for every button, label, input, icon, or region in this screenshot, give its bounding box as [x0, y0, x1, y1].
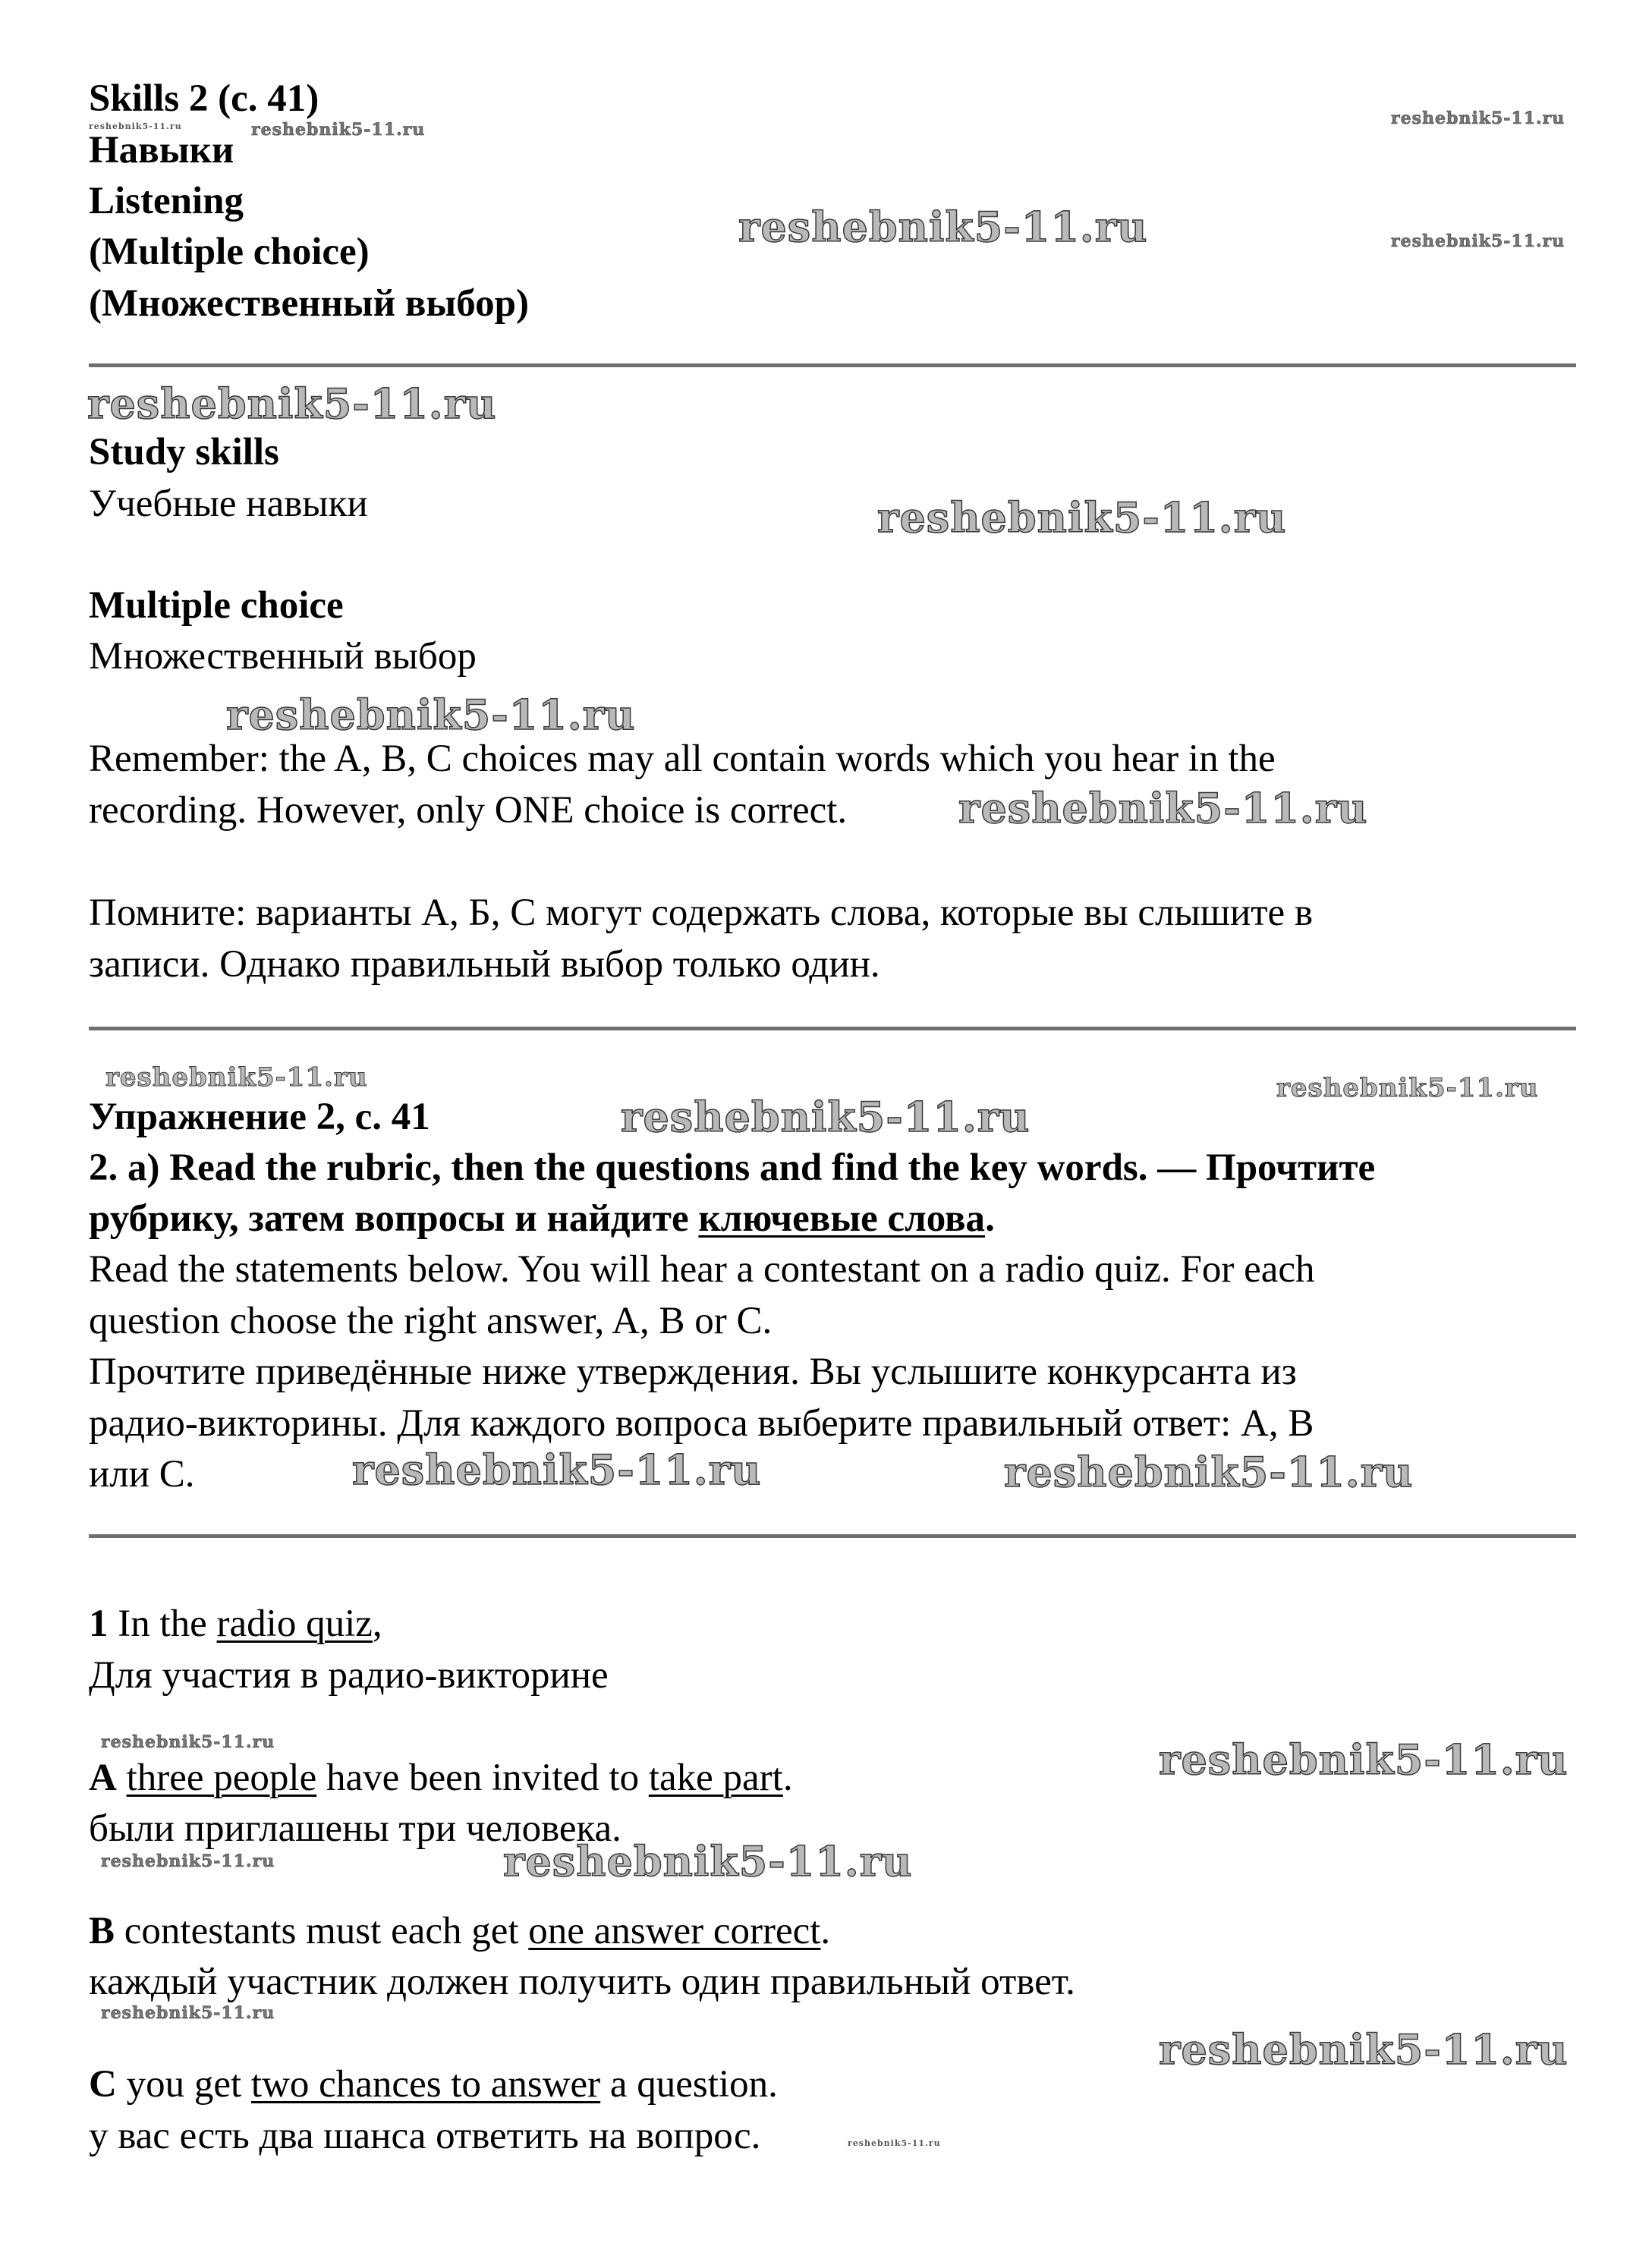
watermark: reshebnik5-11.ru [101, 1732, 275, 1752]
divider [89, 1534, 1576, 1538]
divider [89, 1027, 1576, 1030]
tip-text: Remember: the A, B, C choices may all contain words which you hear in the [89, 738, 1276, 780]
exercise-task: рубрику, затем вопросы и найдите ключевые слова. [89, 1197, 995, 1240]
watermark: reshebnik5-11.ru [105, 1062, 368, 1093]
rubric-text-ru: радио-викторины. Для каждого вопроса выберите правильный ответ: А, В [89, 1402, 1314, 1445]
tip-text-ru: записи. Однако правильный выбор только один. [89, 943, 880, 986]
question-1: 1 In the radio quiz, [89, 1603, 382, 1645]
study-skills-heading: Study skills [89, 431, 279, 473]
tip-text-ru: Помните: варианты А, Б, С могут содержать слова, которые вы слышите в [89, 892, 1314, 934]
option-c-ru: у вас есть два шанса ответить на вопрос. [89, 2115, 761, 2157]
question-1-ru: Для участия в радио-викторине [89, 1654, 609, 1697]
watermark: reshebnik5-11.ru [226, 690, 636, 739]
watermark: reshebnik5-11.ru [621, 1093, 1031, 1141]
task-type-ru: (Множественный выбор) [89, 282, 529, 325]
rubric-text-ru: или С. [89, 1453, 195, 1496]
section-title: Listening [89, 180, 244, 222]
multiple-choice-heading-ru: Множественный выбор [89, 635, 477, 678]
rubric-text-ru: Прочтите приведённые ниже утверждения. Вы услышите конкурсанта из [89, 1351, 1297, 1393]
watermark: reshebnik5-11.ru [1276, 1073, 1539, 1103]
watermark: reshebnik5-11.ru [87, 379, 497, 428]
rubric-text: Read the statements below. You will hear a contestant on a radio quiz. For each [89, 1248, 1315, 1291]
watermark: reshebnik5-11.ru [1159, 1735, 1569, 1784]
page-subtitle-ru: Навыки [89, 129, 234, 171]
key-words: ключевые слова [698, 1197, 986, 1240]
task-type: (Multiple choice) [89, 231, 370, 273]
page-title: Skills 2 (с. 41) [89, 77, 319, 120]
watermark: reshebnik5-11.ru [877, 493, 1287, 542]
option-b-ru: каждый участник должен получить один правильный ответ. [89, 1961, 1075, 2003]
option-c: C you get two chances to answer a question. [89, 2063, 778, 2106]
watermark: reshebnik5-11.ru [1159, 2025, 1569, 2074]
watermark: reshebnik5-11.ru [958, 784, 1368, 832]
watermark: reshebnik5-11.ru [251, 120, 426, 140]
watermark: reshebnik5-11.ru [848, 2138, 941, 2148]
watermark: reshebnik5-11.ru [1391, 109, 1565, 128]
rubric-text: question choose the right answer, A, B or C. [89, 1300, 773, 1342]
option-a-ru: были приглашены три человека. [89, 1807, 621, 1850]
watermark: reshebnik5-11.ru [738, 203, 1148, 251]
watermark: reshebnik5-11.ru [101, 2003, 275, 2023]
tip-text: recording. However, only ONE choice is correct. [89, 789, 848, 832]
watermark: reshebnik5-11.ru [101, 1851, 275, 1871]
exercise-title: Упражнение 2, с. 41 [89, 1096, 430, 1138]
exercise-task: 2. a) Read the rubric, then the questions and find the key words. — Прочтите [89, 1147, 1376, 1189]
study-skills-heading-ru: Учебные навыки [89, 483, 368, 525]
divider [89, 363, 1576, 367]
multiple-choice-heading: Multiple choice [89, 584, 344, 627]
option-b: B contestants must each get one answer correct. [89, 1910, 831, 1952]
watermark: reshebnik5-11.ru [89, 121, 182, 131]
watermark: reshebnik5-11.ru [503, 1837, 913, 1886]
option-a: A three people have been invited to take part. [89, 1757, 793, 1799]
watermark: reshebnik5-11.ru [352, 1445, 762, 1494]
watermark: reshebnik5-11.ru [1004, 1448, 1414, 1496]
watermark: reshebnik5-11.ru [1391, 231, 1565, 251]
